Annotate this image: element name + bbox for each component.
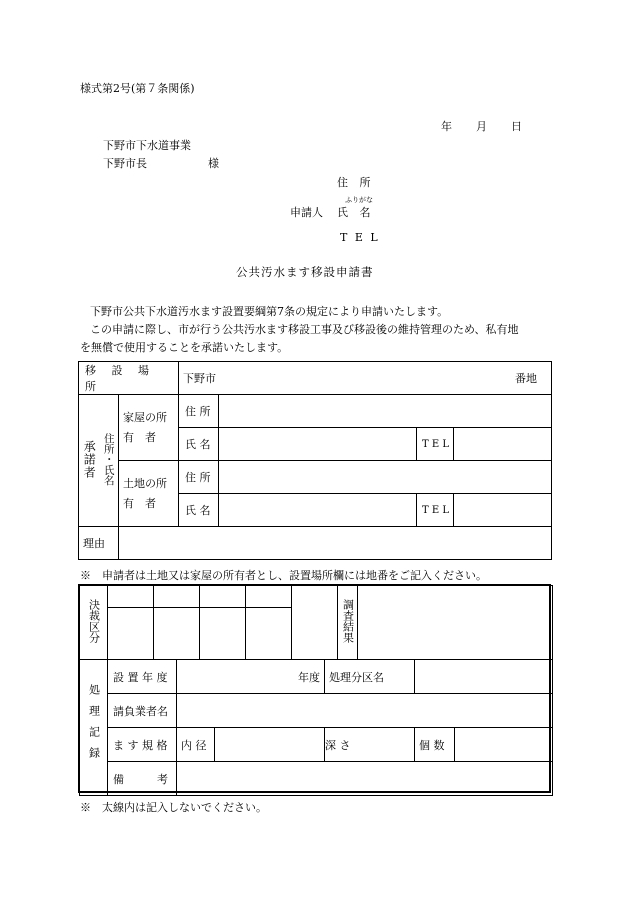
consenter-label: 承諾者 <box>79 395 101 527</box>
remarks-field[interactable] <box>177 762 553 796</box>
district-field[interactable] <box>415 660 553 694</box>
house-name-field[interactable] <box>219 428 417 461</box>
contractor-field[interactable] <box>177 694 553 728</box>
year-suffix: 年度 <box>298 670 320 684</box>
survey-field[interactable] <box>358 586 553 660</box>
depth-label: 深 さ <box>325 738 351 752</box>
remarks-label: 備 考 <box>108 762 177 796</box>
location-label: 移 設 場 所 <box>79 362 179 395</box>
applicant-tel-label: T E L <box>340 231 380 244</box>
decision-spacer <box>292 586 338 660</box>
applicant-furigana: ふりがな <box>345 196 373 204</box>
applicant-name-label: 氏 名 <box>337 206 375 219</box>
depth-field[interactable] <box>325 728 415 762</box>
office-use-frame <box>78 584 551 793</box>
address-name-label: 住所・氏名 <box>101 395 119 527</box>
date-day-label: 日 <box>511 120 522 133</box>
district-label: 処理分区名 <box>325 660 415 694</box>
decision-stamp-3-header[interactable] <box>200 586 246 608</box>
survey-label: 調査結果 <box>338 586 358 660</box>
land-address-field[interactable] <box>219 461 552 494</box>
count-field[interactable] <box>455 728 553 762</box>
decision-stamp-2-header[interactable] <box>154 586 200 608</box>
install-year-field[interactable] <box>177 660 325 694</box>
land-name-label: 氏 名 <box>179 494 219 527</box>
office-use-table <box>79 585 553 660</box>
reason-field[interactable] <box>119 527 552 560</box>
reason-label: 理由 <box>79 527 119 560</box>
count-label: 個 数 <box>415 728 455 762</box>
applicant-label: 申請人 <box>290 206 323 219</box>
house-address-label: 住 所 <box>179 395 219 428</box>
decision-stamp-2[interactable] <box>154 608 200 660</box>
addressee-honorific: 様 <box>208 157 219 170</box>
applicant-address-label: 住 所 <box>337 176 375 189</box>
spec-label: ま す 規 格 <box>108 728 177 762</box>
decision-stamp-1[interactable] <box>108 608 154 660</box>
note-office-use: ※ 太線内は記入しないでください。 <box>80 801 267 814</box>
body-paragraph-2-line-1: この申請に際し、市が行う公共汚水ます移設工事及び移設後の維持管理のため、私有地 <box>90 323 519 336</box>
location-banchi: 番地 <box>515 372 537 385</box>
date-month-label: 月 <box>476 120 487 133</box>
inner-diameter-label: 内 径 <box>177 728 215 762</box>
location-cell[interactable] <box>179 362 552 395</box>
addressee-org: 下野市下水道事業 <box>103 139 191 152</box>
install-year-label: 設 置 年 度 <box>108 660 177 694</box>
house-name-label: 氏 名 <box>179 428 219 461</box>
location-city: 下野市 <box>183 372 216 385</box>
decision-stamp-3[interactable] <box>200 608 246 660</box>
house-tel-field[interactable] <box>454 428 552 461</box>
contractor-label: 請負業者名 <box>108 694 177 728</box>
form-number: 様式第2号(第７条関係) <box>80 82 195 95</box>
record-label: 処理記録 <box>80 660 108 796</box>
application-table <box>78 361 552 560</box>
addressee-mayor: 下野市長 <box>103 157 147 170</box>
decision-stamp-4[interactable] <box>246 608 292 660</box>
decision-label: 決裁区分 <box>80 586 108 660</box>
note-applicant: ※ 申請者は土地又は家屋の所有者とし、設置場所欄には地番をご記入ください。 <box>80 569 487 582</box>
decision-stamp-1-header[interactable] <box>108 586 154 608</box>
document-title: 公共汚水ます移設申請書 <box>236 265 374 279</box>
land-address-label: 住 所 <box>179 461 219 494</box>
land-owner-label: 土地の所有 者 <box>119 461 179 527</box>
land-tel-field[interactable] <box>454 494 552 527</box>
record-table <box>79 659 553 796</box>
body-paragraph-2-line-2: を無償で使用することを承諾いたします。 <box>80 341 289 354</box>
house-owner-label: 家屋の所有 者 <box>119 395 179 461</box>
land-tel-label: T E L <box>417 494 454 527</box>
house-tel-label: T E L <box>417 428 454 461</box>
inner-diameter-field[interactable] <box>215 728 325 762</box>
decision-stamp-4-header[interactable] <box>246 586 292 608</box>
date-year-label: 年 <box>441 120 452 133</box>
land-name-field[interactable] <box>219 494 417 527</box>
house-address-field[interactable] <box>219 395 552 428</box>
body-paragraph-1: 下野市公共下水道汚水ます設置要綱第7条の規定により申請いたします。 <box>90 305 449 318</box>
